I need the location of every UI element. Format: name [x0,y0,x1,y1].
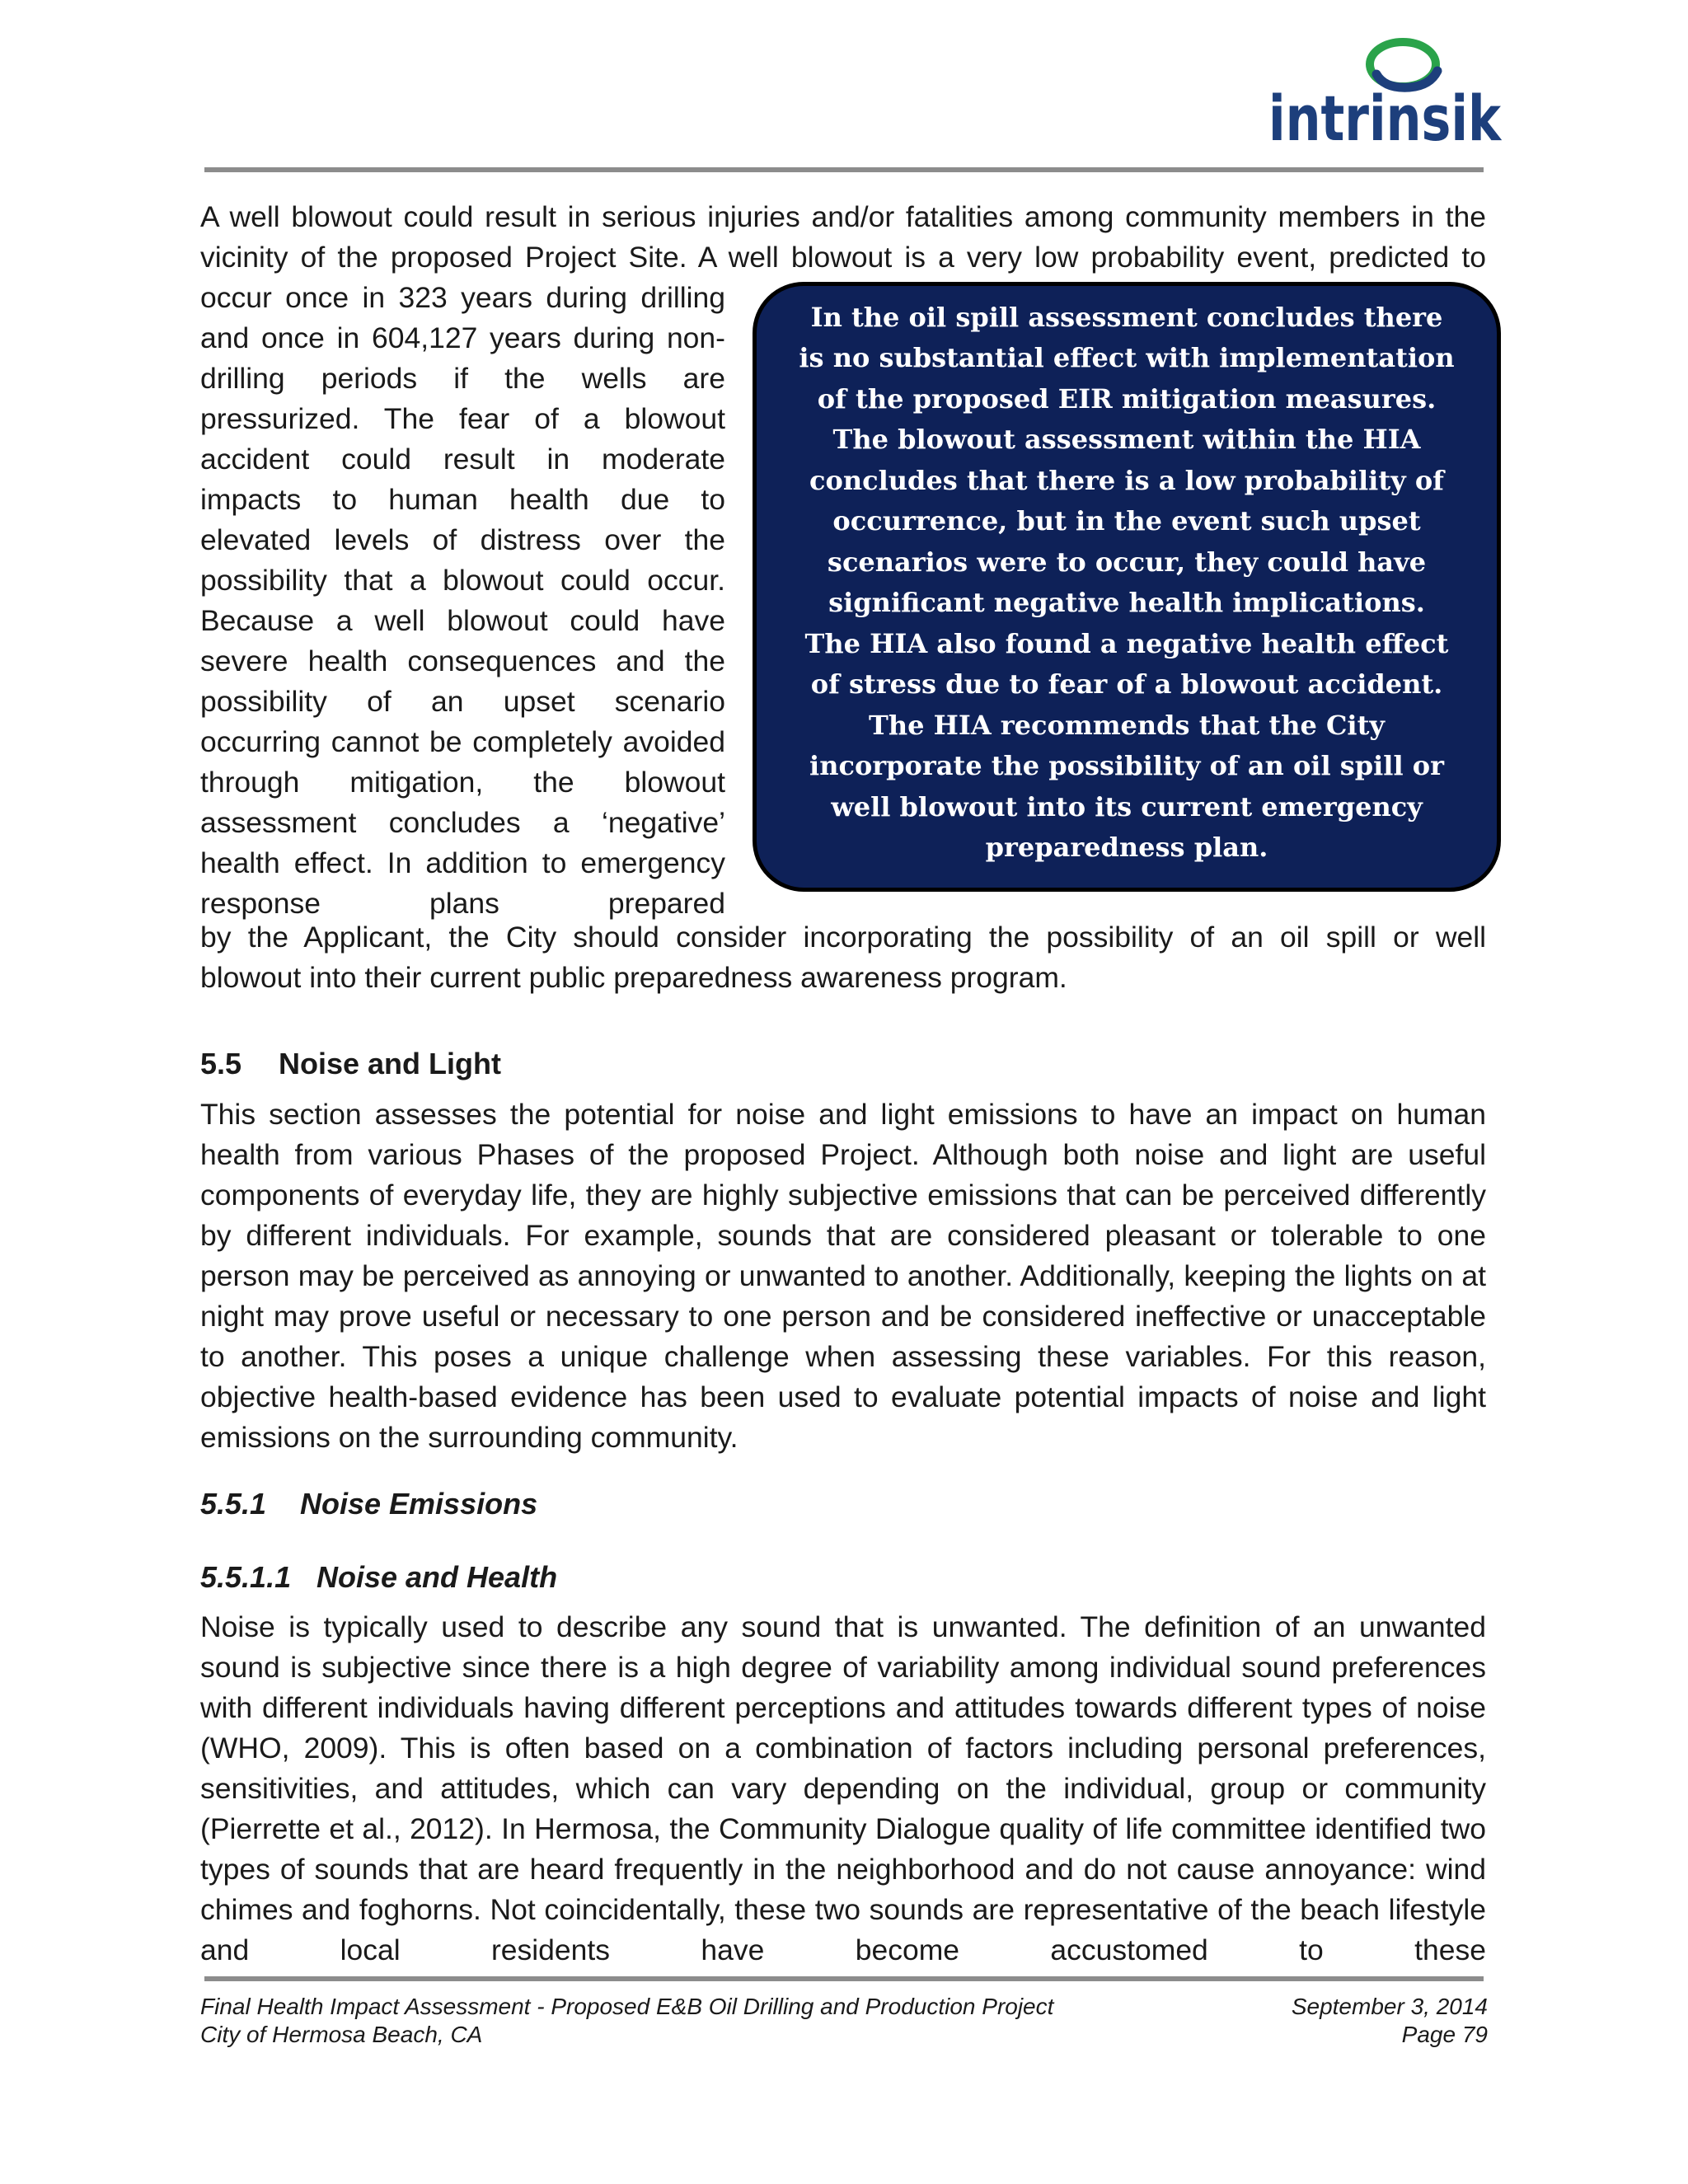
section-heading-5-5-1 [200,1486,537,1522]
header-rule [204,167,1484,172]
logo-swoosh-icon [1370,42,1437,87]
section-title: Noise Emissions [300,1487,538,1521]
footer-location: City of Hermosa Beach, CA [200,2022,483,2047]
intro-line-1: A well blowout could result in serious injuries and/or fatalities among community members in the [200,200,1486,233]
intro-wrapped-text: occur once in 323 years during drilling and once in 604,127 years during non-drilling periods if the wells are pressurized. The fear of a blowout accident could result in moderate impacts to human health due to elevated levels of distress over the possibility that a blowout could occur. Because a well blowout could have severe health consequences and the possibility of an upset scenario occurring cannot be completely avoided through mitigation, the blowout assessment concludes a ‘negative’ health effect. In addition to emergency response plans prepared [200,281,725,920]
section-number: 5.5 [200,1047,242,1080]
footer-rule [204,1976,1484,1981]
section-title: Noise and Light [279,1047,501,1080]
footer-date: September 3, 2014 [1291,1994,1488,2019]
section-heading-5-5 [200,1046,501,1082]
section-5-5-body: This section assesses the potential for noise and light emissions to have an impact on human health from various Phases of the proposed Project. Although both noise and light are useful components of everyday life, they are highly subjective emissions that can be perceived differently by different individuals. For example, sounds that are considered pleasant or tolerable to one person may be perceived as annoying or unwanted to another. Additionally, keeping the lights on at night may prove useful or necessary to one person and be considered ineffective or unacceptable to another. This poses a unique challenge when assessing these variables. For this reason, objective health-based evidence has been used to evaluate potential impacts of noise and light emissions on the surrounding community. [200,1098,1486,1454]
footer-document-title: Final Health Impact Assessment - Proposed E&B Oil Drilling and Production Project [200,1994,1054,2019]
intro-continuation-1: by the Applicant, the City should consider incorporating the possibility of an oil spill or well [200,921,1486,954]
intrinsik-logo [1261,31,1508,155]
footer-page-number: Page 79 [1401,2022,1488,2047]
callout-text: In the oil spill assessment concludes there is no substantial effect with implementation of the proposed EIR mitigation measures. The blowout assessment within the HIA concludes that there is a low probability of occurrence, but in the event such upset scenarios were to occur, they could have significant negative health implications. The HIA also found a negative health effect of stress due to fear of a blowout accident. The HIA recommends that the City incorporate the possibility of an oil spill or well blowout into its current emergency preparedness plan. [799,301,1455,863]
intro-line-2: vicinity of the proposed Project Site. A well blowout is a very low probability event, predicted to [200,241,1486,274]
section-heading-5-5-1-1 [200,1559,557,1596]
section-5-5-1-1-body: Noise is typically used to describe any sound that is unwanted. The definition of an unwanted sound is subjective since there is a high degree of variability among individual sound preferences with different individuals having different perceptions and attitudes towards different types of noise (WHO, 2009). This is often based on a combination of factors including personal preferences, sensitivities, and attitudes, which can vary depending on the individual, group or community (Pierrette et al., 2012). In Hermosa, the Community Dialogue quality of life committee identified two types of sounds that are heard frequently in the neighborhood and do not cause annoyance: wind chimes and foghorns. Not coincidentally, these two sounds are representative of the beach lifestyle and local residents have become accustomed to these [200,1610,1486,1966]
page-footer [200,1993,1488,2049]
section-number: 5.5.1 [200,1487,267,1521]
section-title: Noise and Health [316,1560,558,1594]
key-finding-callout [753,282,1501,892]
section-number: 5.5.1.1 [200,1560,292,1594]
logo-wordmark: intrinsik [1268,82,1503,155]
intro-continuation-2: blowout into their current public preparedness awareness program. [200,961,1067,994]
